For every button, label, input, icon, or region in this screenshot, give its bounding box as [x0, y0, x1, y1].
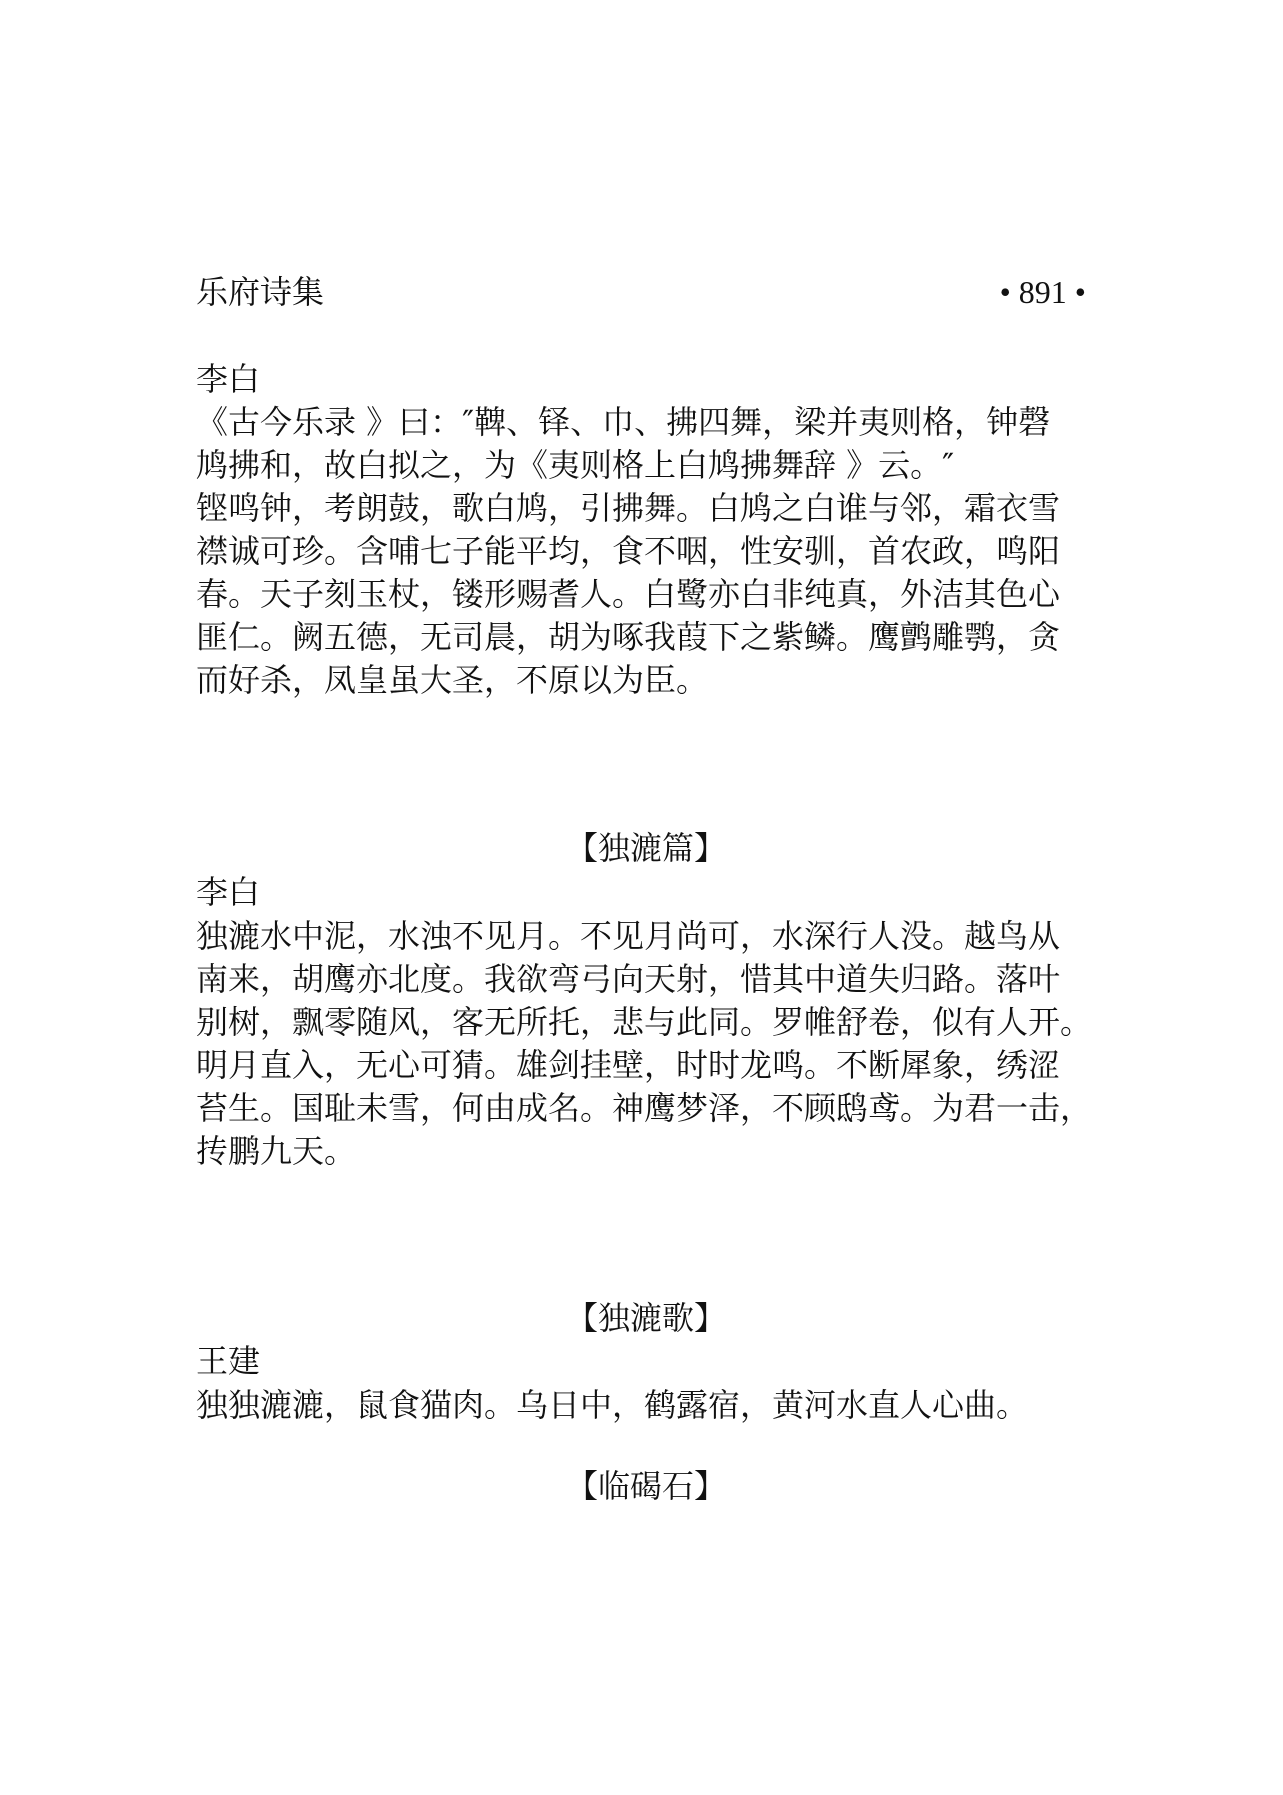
- section-1-poem: 铿鸣钟，考朗鼓，歌白鸠，引拂舞。白鸠之白谁与邻，霜衣雪 襟诚可珍。含哺七子能平均，食不咽，性安驯，首农政，鸣阳 春。天子刻玉杖，镂形赐耆人。白鹭亦白非纯真，外洁其色心 匪仁。阙五德，无司晨，胡为啄我葭下之紫鳞。鹰鹯雕鹗，贪 而好杀，凤皇虽大圣，不原以为臣。: [196, 489, 1061, 699]
- section-2-poem: 独漉水中泥，水浊不见月。不见月尚可，水深行人没。越鸟从 南来，胡鹰亦北度。我欲弯弓向天射，惜其中道失归路。落叶 别树，飘零随风，客无所托，悲与此同。罗帷舒卷，似有人开。 明月直入，无心可猜。雄剑挂壁，时时龙鸣。不断犀象，绣涩 苔生。国耻未雪，何由成名。神鹰梦泽，不顾鸱鸢。为君一击， 抟鹏九天。: [196, 917, 1093, 1170]
- section-2-author: 李白: [196, 873, 261, 911]
- section-2-title: 【独漉篇】: [565, 829, 726, 867]
- section-4-title: 【临碣石】: [565, 1467, 726, 1505]
- section-3-author: 王建: [196, 1342, 261, 1380]
- section-1-author: 李白: [196, 360, 261, 398]
- book-title: 乐府诗集: [196, 273, 325, 311]
- section-3-title: 【独漉歌】: [565, 1299, 726, 1337]
- page-number: • 891 •: [999, 274, 1086, 310]
- section-3-poem: 独独漉漉，鼠食猫肉。乌日中，鹤露宿，黄河水直人心曲。: [196, 1386, 1029, 1424]
- section-1-preface: 《古今乐录 》曰：″鞞、铎、巾、拂四舞，梁并夷则格，钟磬 鸠拂和，故白拟之，为《夷则格上白鸠拂舞辞 》云。″: [196, 403, 1051, 484]
- page-header: [196, 270, 1086, 314]
- document-page: [196, 0, 1116, 1795]
